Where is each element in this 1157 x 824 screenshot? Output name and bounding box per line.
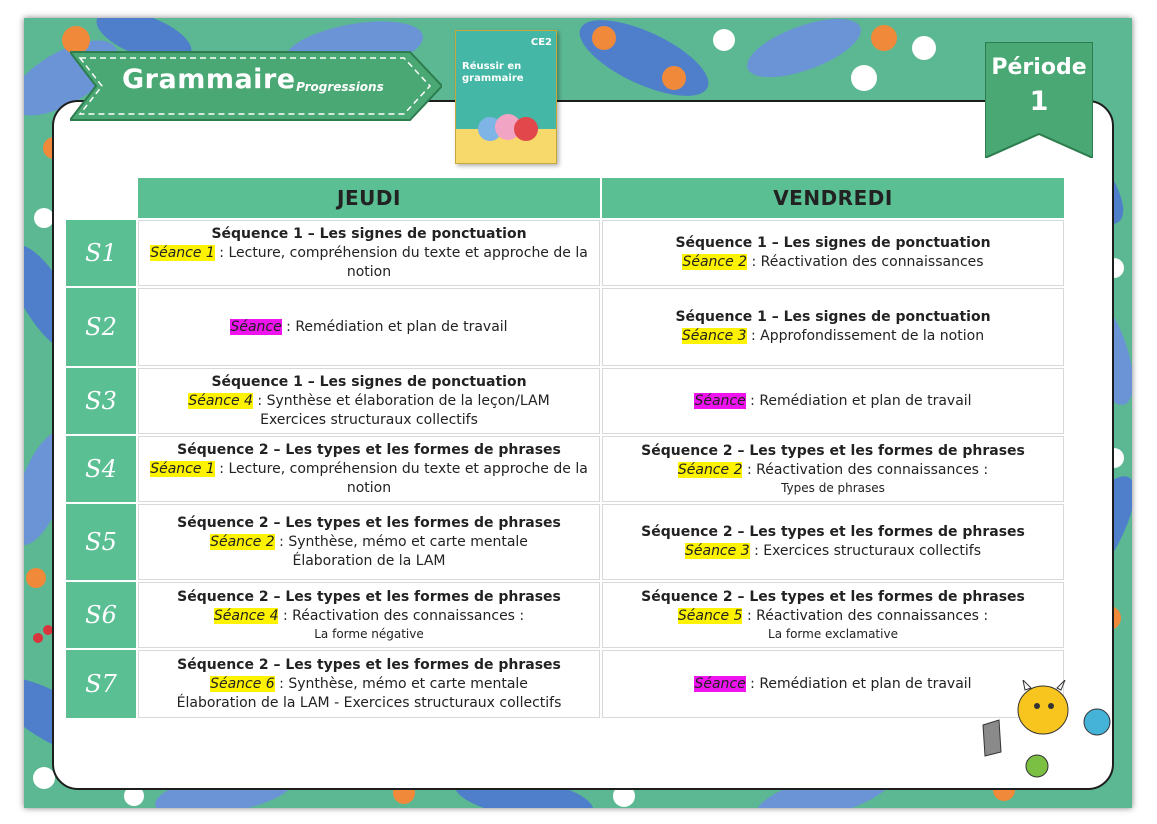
cell-vendredi (602, 504, 1064, 580)
sequence-title: Séquence 1 – Les signes de ponctuation (211, 225, 527, 242)
sequence-title: Séquence 2 – Les types et les formes de phrases (177, 514, 561, 531)
seance-highlight: Séance 2 (210, 533, 275, 550)
sequence-line (177, 656, 561, 675)
cell-jeudi (138, 368, 600, 434)
seance-line (230, 318, 507, 337)
sequence-line (211, 225, 526, 244)
sequence-title: Séquence 1 – Les signes de ponctuation (211, 373, 527, 390)
seance-highlight: Séance 2 (677, 461, 743, 478)
seance-highlight: Séance 5 (677, 607, 743, 624)
seance-highlight: Séance 1 (150, 244, 215, 261)
book-cover (455, 30, 557, 164)
sequence-line (177, 588, 561, 607)
cell-jeudi (138, 650, 600, 718)
seance-highlight: Séance 3 (684, 543, 750, 559)
seance-description: : Remédiation et plan de travail (750, 675, 972, 692)
seance-note: La forme exclamative (768, 626, 898, 641)
seance-highlight: Séance 1 (150, 460, 215, 477)
sequence-line (641, 523, 1025, 542)
seance-note: La forme négative (314, 626, 424, 641)
sequence-title: Séquence 2 – Les types et les formes de phrases (177, 441, 561, 458)
seance-line (694, 392, 971, 411)
week-label: S4 (66, 436, 136, 502)
book-title: Réussir en grammaire (462, 61, 524, 84)
week-label: S5 (66, 504, 136, 580)
seance-highlight: Séance (694, 675, 746, 692)
schedule-table (66, 178, 1064, 718)
sequence-title: Séquence 2 – Les types et les formes de phrases (641, 588, 1025, 605)
seance-highlight: Séance 4 (188, 392, 253, 409)
sequence-title: Séquence 2 – Les types et les formes de phrases (177, 588, 561, 605)
seance-line (678, 607, 988, 626)
seance-highlight: Séance (230, 318, 282, 335)
week-label: S3 (66, 368, 136, 434)
sequence-line (641, 588, 1025, 607)
seance-description: : Réactivation des connaissances (751, 254, 984, 270)
seance-note: Types de phrases (781, 480, 885, 495)
seance-description: : Lecture, compréhension du texte et approche de la notion (219, 244, 588, 280)
sequence-line (675, 308, 990, 327)
sequence-title: Séquence 2 – Les types et les formes de phrases (641, 524, 1025, 540)
seance-line (188, 392, 549, 411)
cell-jeudi (138, 436, 600, 502)
seance-description: : Réactivation des connaissances : (746, 607, 989, 624)
seance-description: : Réactivation des connaissances : (746, 461, 989, 478)
column-header-vendredi: VENDREDI (602, 178, 1064, 218)
seance-line (678, 461, 988, 480)
cell-jeudi (138, 220, 600, 286)
seance-highlight: Séance 6 (210, 675, 275, 692)
sequence-line (177, 441, 561, 460)
seance-extra-line: Élaboration de la LAM - Exercices structuraux collectifs (176, 694, 562, 711)
sequence-line (177, 514, 561, 533)
cell-vendredi (602, 220, 1064, 286)
seance-extra-line: Élaboration de la LAM (292, 552, 446, 569)
sequence-line (641, 442, 1025, 461)
period-number: 1 (1029, 86, 1049, 117)
page-subtitle: – Progressions (286, 80, 384, 94)
cell-vendredi (602, 436, 1064, 502)
cell-jeudi (138, 582, 600, 648)
seance-highlight: Séance 4 (213, 607, 279, 624)
cell-jeudi (138, 504, 600, 580)
seance-highlight: Séance 2 (682, 254, 748, 270)
seance-highlight: Séance (694, 392, 746, 409)
sequence-title: Séquence 2 – Les types et les formes de phrases (641, 442, 1025, 459)
seance-highlight: Séance 3 (681, 328, 747, 344)
seance-line (685, 542, 981, 561)
seance-line (145, 460, 593, 498)
seance-line (682, 327, 984, 346)
book-level: CE2 (530, 37, 552, 48)
period-label: Période (991, 55, 1087, 80)
seance-description: : Lecture, compréhension du texte et approche de la notion (219, 460, 588, 496)
mascot-characters (975, 680, 1125, 790)
seance-line (694, 675, 971, 694)
seance-description: : Synthèse et élaboration de la leçon/LAM (257, 392, 550, 409)
column-header-jeudi: JEUDI (138, 178, 600, 218)
seance-extra-line: Exercices structuraux collectifs (260, 411, 478, 428)
week-label: S2 (66, 288, 136, 366)
seance-description: : Synthèse, mémo et carte mentale (279, 675, 528, 692)
cell-jeudi (138, 288, 600, 366)
week-label: S1 (66, 220, 136, 286)
sequence-title: Séquence 1 – Les signes de ponctuation (675, 235, 991, 251)
seance-line (210, 675, 528, 694)
page-title: Grammaire (122, 64, 296, 95)
sequence-line (675, 234, 990, 253)
week-label: S7 (66, 650, 136, 718)
sequence-line (211, 373, 526, 392)
cell-vendredi (602, 582, 1064, 648)
seance-line (210, 533, 528, 552)
cell-vendredi (602, 368, 1064, 434)
seance-description: : Synthèse, mémo et carte mentale (279, 533, 528, 550)
cell-vendredi (602, 288, 1064, 366)
sequence-title: Séquence 2 – Les types et les formes de phrases (177, 656, 561, 673)
title-banner (70, 46, 442, 124)
seance-description: : Remédiation et plan de travail (286, 318, 508, 335)
period-ribbon (985, 42, 1093, 158)
seance-description: : Approfondissement de la notion (751, 328, 985, 344)
seance-description: : Exercices structuraux collectifs (754, 543, 982, 559)
week-label: S6 (66, 582, 136, 648)
seance-line (214, 607, 524, 626)
sequence-title: Séquence 1 – Les signes de ponctuation (675, 309, 991, 325)
seance-line (145, 244, 593, 282)
seance-description: : Réactivation des connaissances : (282, 607, 525, 624)
seance-description: : Remédiation et plan de travail (750, 392, 972, 409)
book-characters-icon (456, 31, 556, 163)
seance-line (682, 253, 983, 272)
